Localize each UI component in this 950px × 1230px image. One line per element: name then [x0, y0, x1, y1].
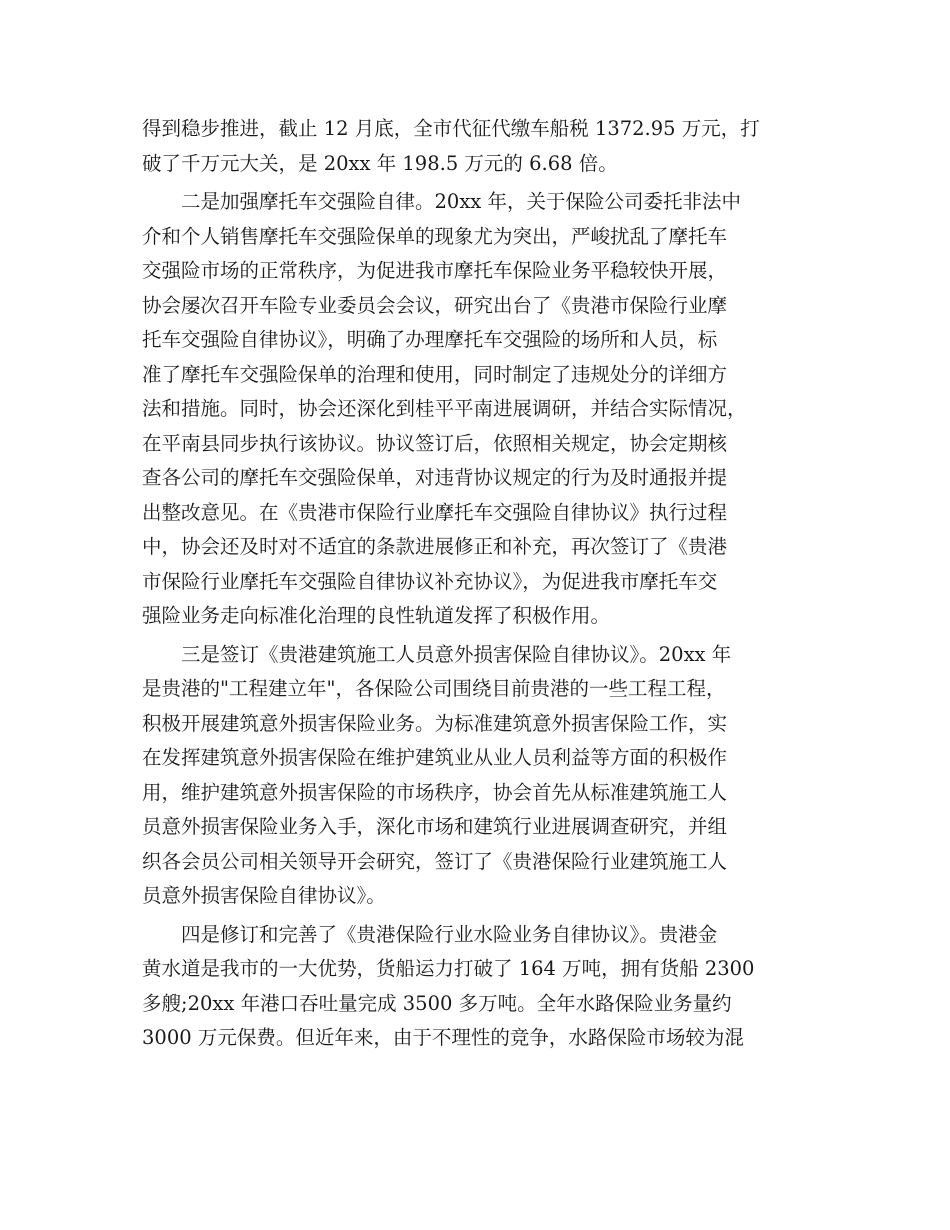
paragraph-line: 市保险行业摩托车交强险自律协议补充协议》，为促进我市摩托车交: [142, 569, 718, 593]
paragraph-line: 破了千万元大关，是 20xx 年 198.5 万元的 6.68 倍。: [142, 151, 618, 175]
paragraph-line: 是贵港的"工程建立年"，各保险公司围绕目前贵港的一些工程工程，: [142, 677, 726, 700]
paragraph-2: [142, 185, 812, 634]
paragraph-line: 出整改意见。在《贵港市保险行业摩托车交强险自律协议》执行过程: [142, 500, 728, 524]
paragraph-line: 强险业务走向标准化治理的良性轨道发挥了积极作用。: [142, 604, 611, 627]
paragraph-line: 二是加强摩托车交强险自律。20xx 年，关于保险公司委托非法中: [142, 190, 742, 213]
paragraph-line: 员意外损害保险业务入手，深化市场和建筑行业进展调查研究，并组: [142, 815, 728, 838]
paragraph-line: 积极开展建筑意外损害保险业务。为标准建筑意外损害保险工作，实: [142, 711, 728, 735]
paragraph-line: 四是修订和完善了《贵港保险行业水险业务自律协议》。贵港金: [142, 922, 718, 946]
paragraph-line: 在平南县同步执行该协议。协议签订后，依照相关规定，协会定期核: [142, 431, 728, 455]
paragraph-line: 查各公司的摩托车交强险保单，对违背协议规定的行为及时通报并提: [142, 466, 728, 489]
paragraph-line: 织各会员公司相关领导开会研究，签订了《贵港保险行业建筑施工人: [142, 849, 728, 873]
paragraph-1: [142, 112, 812, 181]
paragraph-line: 在发挥建筑意外损害保险在维护建筑业从业人员利益等方面的积极作: [142, 746, 728, 769]
paragraph-line: 法和措施。同时，协会还深化到桂平平南进展调研，并结合实际情况，: [142, 397, 747, 420]
paragraph-line: 得到稳步推进，截止 12 月底，全市代征代缴车船税 1372.95 万元，打: [142, 117, 760, 140]
document-body: [142, 112, 812, 1056]
paragraph-line: 黄水道是我市的一大优势，货船运力打破了 164 万吨，拥有货船 2300: [142, 957, 755, 980]
paragraph-line: 三是签订《贵港建筑施工人员意外损害保险自律协议》。20xx 年: [142, 642, 732, 666]
paragraph-4: [142, 918, 812, 1056]
paragraph-line: 协会屡次召开车险专业委员会会议，研究出台了《贵港市保险行业摩: [142, 293, 728, 317]
paragraph-line: 用，维护建筑意外损害保险的市场秩序，协会首先从标准建筑施工人: [142, 780, 728, 804]
paragraph-line: 员意外损害保险自律协议》。: [142, 884, 386, 907]
paragraph-line: 托车交强险自律协议》，明确了办理摩托车交强险的场所和人员，标: [142, 328, 718, 351]
paragraph-3: [142, 638, 812, 914]
paragraph-line: 介和个人销售摩托车交强险保单的现象尤为突出，严峻扰乱了摩托车: [142, 224, 728, 248]
paragraph-line: 交强险市场的正常秩序，为促进我市摩托车保险业务平稳较快开展，: [142, 259, 728, 282]
paragraph-line: 3000 万元保费。但近年来，由于不理性的竞争，水路保险市场较为混: [142, 1026, 744, 1049]
paragraph-line: 多艘;20xx 年港口吞吐量完成 3500 多万吨。全年水路保险业务量约: [142, 991, 732, 1015]
paragraph-line: 中，协会还及时对不适宜的条款进展修正和补充，再次签订了《贵港: [142, 535, 728, 558]
paragraph-line: 准了摩托车交强险保单的治理和使用，同时制定了违规处分的详细方: [142, 362, 728, 386]
